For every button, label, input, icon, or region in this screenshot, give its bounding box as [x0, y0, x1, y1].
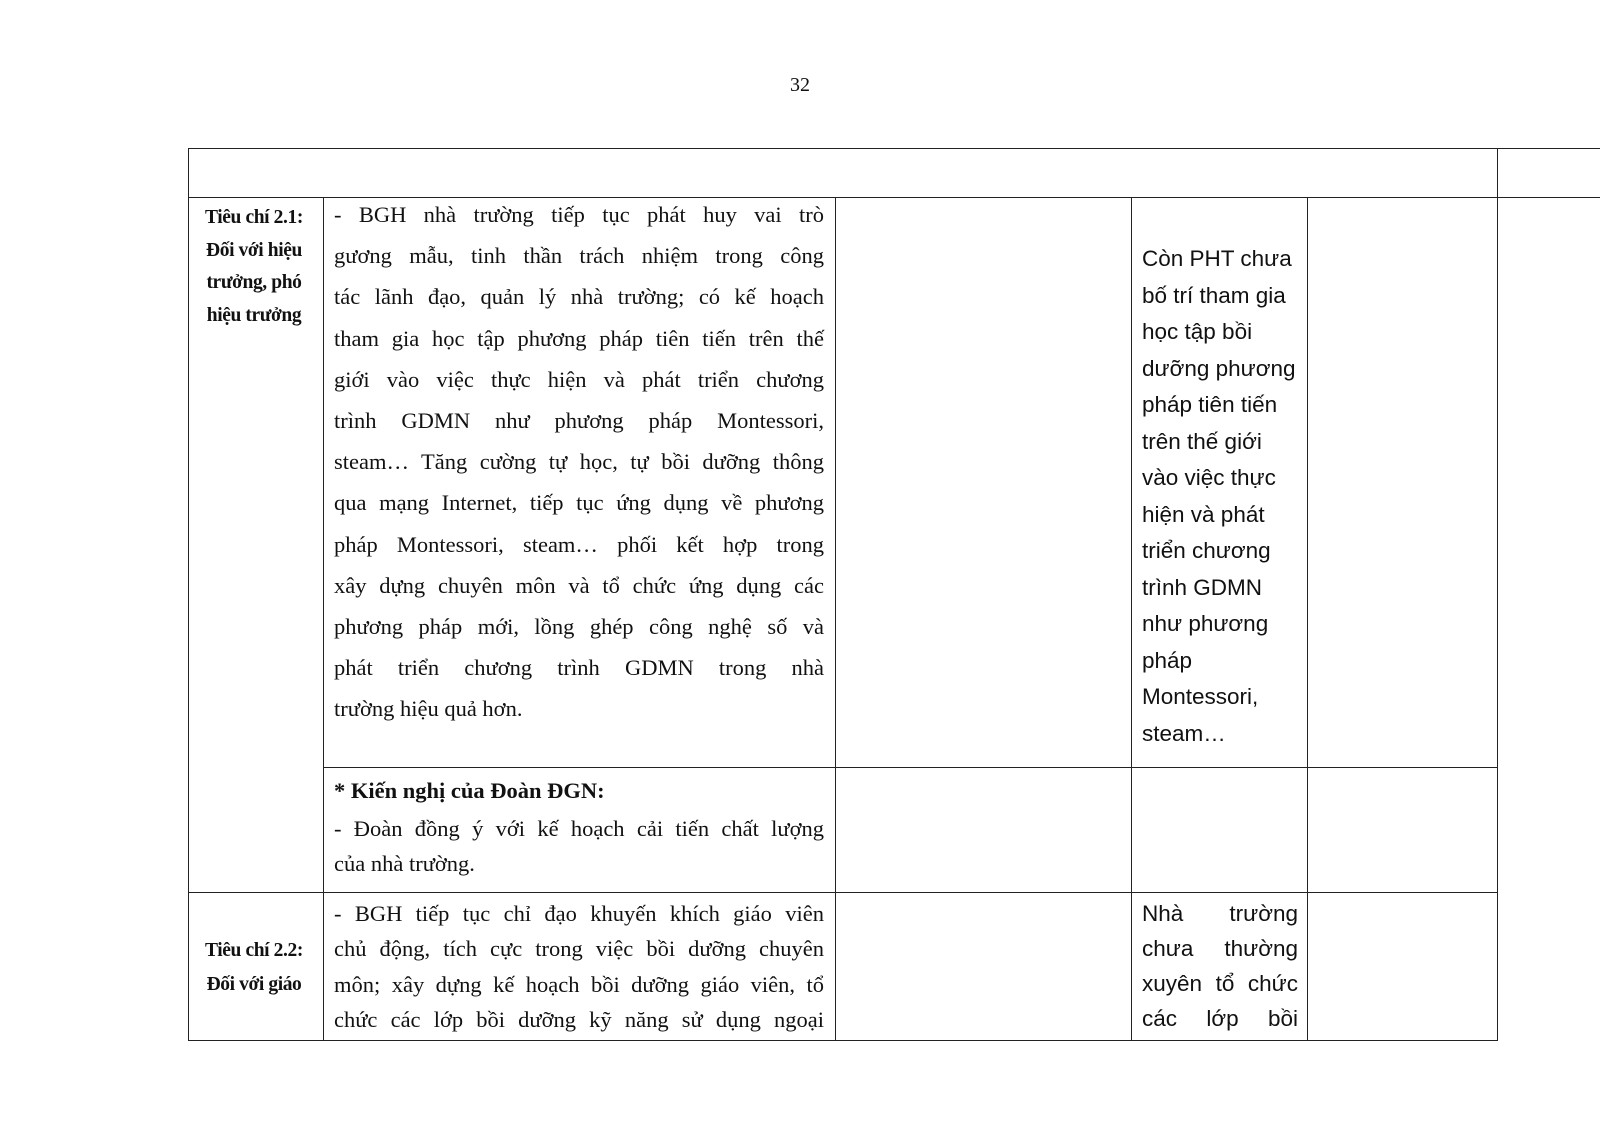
- table-border-bottom: [188, 1040, 1497, 1041]
- table-border-top: [188, 148, 1600, 149]
- column-divider-4: [1307, 197, 1308, 1041]
- limitation-line: vào việc thực: [1142, 465, 1276, 490]
- column-divider-1: [323, 197, 324, 1041]
- content-line: - BGH nhà trường tiếp tục phát huy vai trò: [334, 202, 824, 227]
- content-line: giới vào việc thực hiện và phát triển chương: [334, 366, 824, 392]
- limitation-line: trình GDMN: [1142, 574, 1263, 600]
- column-divider-3: [1131, 197, 1132, 1041]
- content-line: pháp Montessori, steam… phối kết hợp trong: [334, 531, 824, 557]
- limitation-line: chưa thường: [1142, 936, 1298, 961]
- recommendation-title: * Kiến nghị của Đoàn ĐGN:: [334, 778, 605, 803]
- limitation-line: bố trí tham gia: [1142, 282, 1286, 308]
- limitation-line: xuyên tổ chức: [1142, 971, 1298, 996]
- column-divider-5: [1497, 148, 1498, 1041]
- content-line: môn; xây dựng kế hoạch bồi dưỡng giáo viên, tổ: [334, 971, 824, 997]
- limitation-line: học tập bồi: [1142, 319, 1253, 344]
- content-line: trình GDMN như phương pháp Montessori,: [334, 408, 824, 434]
- recommendation-rule: [323, 767, 1497, 768]
- limitation-line: dưỡng phương: [1142, 355, 1296, 381]
- content-line: chủ động, tích cực trong việc bồi dưỡng chuyên: [334, 936, 824, 962]
- limitation-line: như phương: [1142, 611, 1269, 636]
- content-line: phát triển chương trình GDMN trong nhà: [334, 655, 824, 681]
- criterion-2-2-label: [192, 934, 316, 1002]
- content-line: gương mẫu, tinh thần trách nhiệm trong công: [334, 243, 824, 269]
- criterion-line: Tiêu chí 2.2:: [205, 940, 303, 961]
- criterion-2-2-limitation: [1142, 896, 1298, 1036]
- criterion-2-1-content: [334, 194, 824, 730]
- limitation-line: Còn PHT chưa: [1142, 246, 1292, 271]
- content-line: trường hiệu quả hơn.: [334, 696, 523, 722]
- limitation-line: pháp: [1142, 647, 1193, 673]
- limitation-line: Nhà trường: [1142, 901, 1298, 926]
- content-line: tham gia học tập phương pháp tiên tiến trên thế: [334, 325, 824, 351]
- criterion-line: Đối với giáo: [206, 974, 302, 995]
- content-line: xây dựng chuyên môn và tổ chức ứng dụng các: [334, 572, 824, 598]
- content-line: - BGH tiếp tục chỉ đạo khuyến khích giáo viên: [334, 901, 824, 926]
- content-line: chức các lớp bồi dưỡng kỹ năng sử dụng ngoại: [334, 1006, 824, 1032]
- criterion-2-1-label: [192, 202, 316, 332]
- content-line: qua mạng Internet, tiếp tục ứng dụng về phương: [334, 490, 824, 516]
- column-divider-2: [835, 197, 836, 1041]
- limitation-line: trên thế giới: [1142, 428, 1262, 454]
- content-line: steam… Tăng cường tự học, tự bồi dưỡng thông: [334, 449, 824, 475]
- criterion-2-2-content: [334, 896, 824, 1037]
- limitation-line: pháp tiên tiến: [1142, 392, 1278, 417]
- limitation-line: Montessori,: [1142, 684, 1259, 709]
- content-line: phương pháp mới, lồng ghép công nghệ số và: [334, 614, 824, 640]
- criterion-line: Đối với hiệu: [206, 239, 302, 261]
- row-divider: [188, 892, 1497, 893]
- criterion-line: hiệu trưởng: [206, 304, 302, 326]
- limitation-line: hiện và phát: [1142, 501, 1265, 527]
- limitation-line: steam…: [1142, 720, 1226, 746]
- criterion-line: trưởng, phó: [206, 272, 302, 293]
- criterion-2-1-limitation: [1142, 241, 1302, 752]
- criterion-line: Tiêu chí 2.1:: [205, 207, 303, 228]
- recommendation-line: - Đoàn đồng ý với kế hoạch cải tiến chất lượng: [334, 816, 824, 841]
- table-border-left: [188, 148, 189, 1041]
- content-line: tác lãnh đạo, quản lý nhà trường; có kế hoạch: [334, 284, 824, 310]
- limitation-line: triển chương: [1142, 538, 1271, 563]
- recommendation-line: của nhà trường.: [334, 851, 475, 876]
- recommendation: [334, 771, 824, 881]
- page-number: 32: [790, 74, 810, 96]
- limitation-line: các lớp bồi: [1142, 1006, 1298, 1031]
